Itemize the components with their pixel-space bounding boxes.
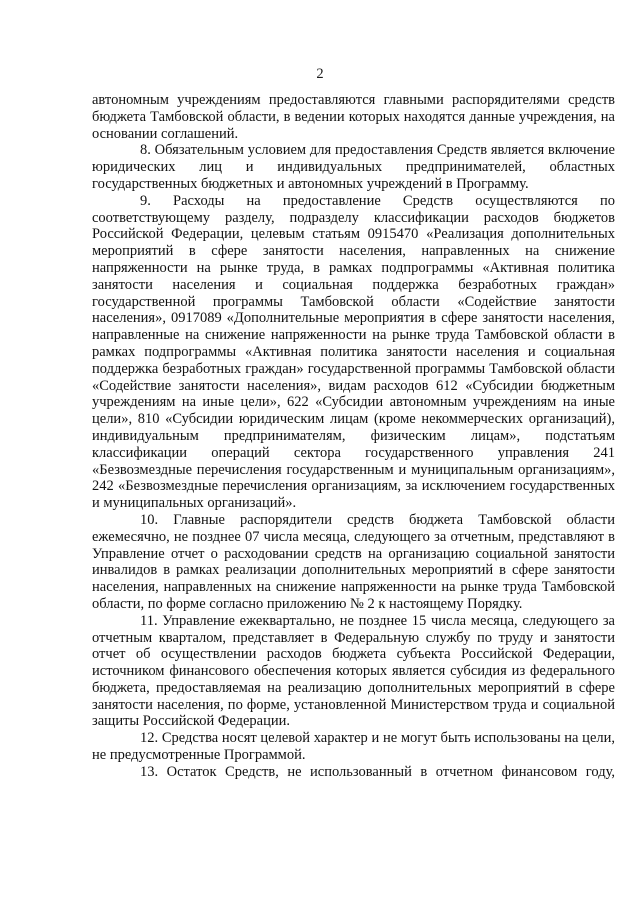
paragraph-11: 11. Управление ежеквартально, не позднее 15 числа месяца, следующего за отчетным кварталом, представляет в Федеральную службу по труду и занятости отчет об осуществлении расходов бюджета субъекта Российской Федерации, источником финансового обеспечения которых является субсидия из федерального бюджета, предоставляемая на реализацию дополнительных мероприятий в сфере занятости населения, по форме, установленной Министерством труда и социальной защиты Российской Федерации. (92, 612, 615, 730)
paragraph-8: 8. Обязательным условием для предоставления Средств является включение юридических лиц и индивидуальных предпринимателей, областных государственных бюджетных и автономных учреждений в Программу. (92, 142, 615, 192)
paragraph-10: 10. Главные распорядители средств бюджета Тамбовской области ежемесячно, не позднее 07 числа месяца, следующего за отчетным, представляют в Управление отчет о расходовании средств на организацию социальной занятости инвалидов в рамках реализации дополнительных мероприятий в сфере занятости населения, направленных на снижение напряженности на рынке труда Тамбовской области, по форме согласно приложению № 2 к настоящему Порядку. (92, 511, 615, 612)
document-body (92, 92, 615, 781)
paragraph-9: 9. Расходы на предоставление Средств осуществляются по соответствующему разделу, подразделу классификации расходов бюджетов Российской Федерации, целевым статьям 0915470 «Реализация дополнительных мероприятий в сфере занятости населения, направленных на снижение напряженности на рынке труда, в рамках подпрограммы «Активная политика занятости населения и социальная поддержка безработных граждан» государственной программы Тамбовской области «Содействие занятости населения», 0917089 «Дополнительные мероприятия в сфере занятости населения, направленные на снижение напряженности на рынке труда Тамбовской области в рамках подпрограммы «Активная политика занятости населения и социальная поддержка безработных граждан» государственной программы Тамбовской области «Содействие занятости населения», видам расходов 612 «Субсидии бюджетным учреждениям на иные цели», 622 «Субсидии автономным учреждениям на иные цели», 810 «Субсидии юридическим лицам (кроме некоммерческих организаций), индивидуальным предпринимателям, физическим лицам», подстатьям классификации операций сектора государственного управления 241 «Безвозмездные перечисления государственным и муниципальным организациям», 242 «Безвозмездные перечисления организациям, за исключением государственных и муниципальных организаций». (92, 192, 615, 512)
paragraph-12: 12. Средства носят целевой характер и не могут быть использованы на цели, не предусмотренные Программой. (92, 730, 615, 764)
page-number: 2 (316, 66, 324, 82)
paragraph-continuation: автономным учреждениям предоставляются главными распорядителями средств бюджета Тамбовской области, в ведении которых находятся данные учреждения, на основании соглашений. (92, 92, 615, 142)
paragraph-13: 13. Остаток Средств, не использованный в отчетном финансовом году, (140, 763, 615, 780)
